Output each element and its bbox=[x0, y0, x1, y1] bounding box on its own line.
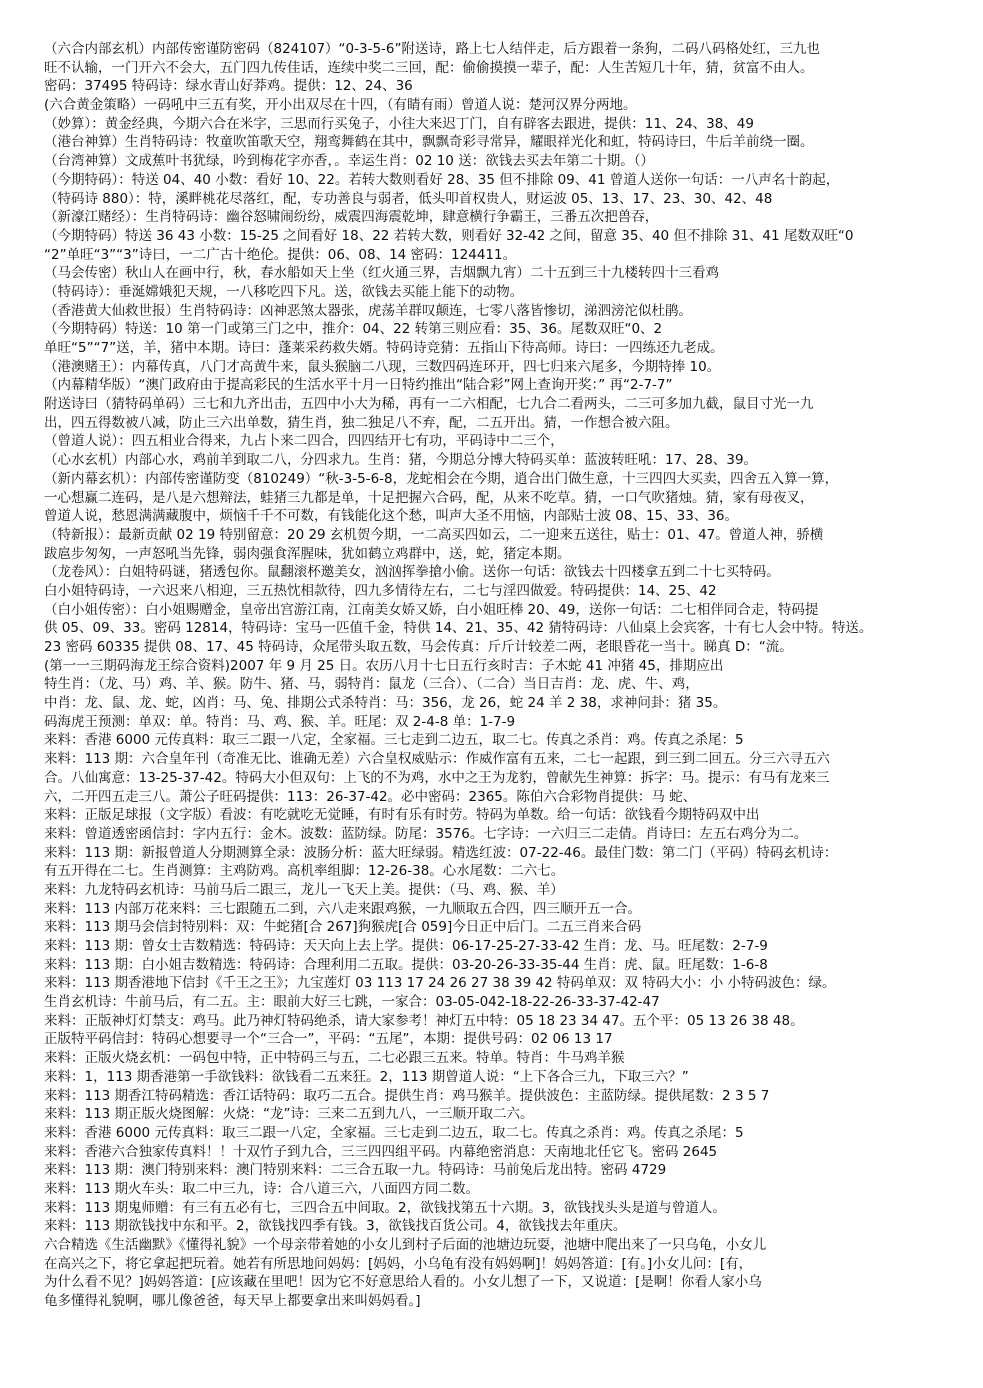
text-line: 来料：113 期鬼师赠：有三有五必有七，三四合五中间取。2，欲钱找第五十六期。3，欲钱找头头是道与曾道人。 bbox=[44, 1199, 726, 1216]
text-line: 曾道人说，愁恩满满藏腹中，烦恼千千不可数，有钱能化这个愁，叫声大圣不用恼，内部贴士波 08、15、33、36。 bbox=[44, 508, 739, 525]
text-line: 来料：正版足球报（文字版）看波：有吃就吃无觉睡，有时有乐有时劳。特码为单数。给一句话：欲钱看今期特码双中出 bbox=[44, 807, 760, 824]
text-line: 来料：113 期火车头：取二中三九，诗：合八道三六，八面四方同二数。 bbox=[44, 1180, 480, 1197]
text-line: （今期特码）特送：10 第一门或第三门之中，推介：04、22 转第三则应看：35、36。尾数双旺“0、2 bbox=[44, 321, 663, 338]
text-line: 为什么看不见？]妈妈答道：[应该藏在里吧！因为它不好意思给人看的。小女儿想了一下，又说道：[是啊！你看人家小乌 bbox=[44, 1274, 762, 1291]
text-line: （马会传密）秋山人在画中行，秋，春水船如天上坐（红火通三界，吉烟飘九宵）二十五到三十九楼转四十三看鸡 bbox=[44, 265, 719, 282]
text-line: （新内幕玄机）：内部传密谨防变（810249）“秋-3-5-6-8，龙蛇相会在今期，逍合出门做生意，十三四四大买卖，四舍五入算一算， bbox=[44, 470, 839, 487]
text-line: 一心想赢二连码，是八是六想辩法，蛙猪三九都是单，十足把握六合码，配，从来不吃草。猜，一口气吹猪烛。猜，家有母夜叉， bbox=[44, 489, 814, 506]
text-line: 来料：113 内部万花来料：三七跟随五二到，六八走来跟鸡猴，一九顺取五合四，四三顺开五一合。 bbox=[44, 900, 642, 917]
text-line: 跋扈步匆匆，一声怒吼当先锋，弱肉强食浑腥味，犹如鹤立鸡群中，送，蛇，猪定本期。 bbox=[44, 545, 571, 562]
text-line: （今期特码）特送 36 43 小数：15-25 之间看好 18、22 若转大数，则看好 32-42 之间，留意 35、40 但不排除 31、41 尾数双旺“0 bbox=[44, 227, 854, 244]
text-line: (六合黄金策略）一码吼中三五有奖，开小出双尽在十四，（有睛有雨）曾道人说：楚河汉界分两地。 bbox=[44, 97, 637, 114]
text-line: （内幕精华版）“澳门政府由于提高彩民的生活水平十月一日特约推出“陆合彩”网上查询开奖：” 再“2-7-7” bbox=[44, 377, 673, 394]
text-line: 密码：37495 特码诗：绿水青山好莽鸡。提供：12、24、36 bbox=[44, 78, 413, 95]
text-line: 来料：九龙特码玄机诗：马前马后二跟三，龙儿一飞天上美。提供：（马、鸡、猴、羊） bbox=[44, 881, 564, 898]
text-line: (第一一三期码海龙王综合资料)2007 年 9 月 25 日。农历八月十七日五行亥时吉：子木蛇 41 冲猪 45，排期应出 bbox=[44, 657, 724, 674]
text-line: 来料：113 期欲钱找中东和平。2，欲钱找四季有钱。3，欲钱找百货公司。4，欲钱找去年重庆。 bbox=[44, 1218, 627, 1235]
text-line: 码海虎王预测：单双：单。特肖：马、鸡、猴、羊。旺尾：双 2-4-8 单：1-7-9 bbox=[44, 713, 516, 730]
text-line: （台湾神算）文成蕉叶书犹绿，吟到梅花字亦香，。幸运生肖：02 10 送：欲钱去买去年第二十期。（） bbox=[44, 153, 654, 170]
text-line: （港澳赌王）：内幕传真，八门才高黄牛来，鼠头猴脑二八现，三数四码连环开，四七归来六尾多，今期特捧 10。 bbox=[44, 358, 721, 375]
text-line: （今期特码）：特送 04、40 小数：看好 10、22。若转大数则看好 28、35 但不排除 09、41 曾道人送你一句话：一八声名十韵起， bbox=[44, 171, 840, 188]
text-line: 附送诗曰（猜特码单码）三七和九齐出击，五四中小大为稀，再有一二六相配，七九合二看两头，二三可多加九截，鼠目寸光一九 bbox=[44, 396, 814, 413]
text-line: “2”单旺“3”“3”诗曰，一二广古十绝伦。提供：06、08、14 密码：124411。 bbox=[44, 246, 517, 263]
text-line: 正版特平码信封：特码心想要寻一个“三合一”，平码：“五尾”，本期：提供号码：02 06 13 17 bbox=[44, 1031, 613, 1048]
text-line: 来料：113 期：曾女士吉数精选：特码诗：天天向上去上学。提供：06-17-25-27-33-42 生肖：龙、马。旺尾数：2-7-9 bbox=[44, 938, 768, 954]
text-line: 来料：1，113 期香港第一手欲钱料：欲钱看二五来狂。2，113 期曾道人说：“上下各合三九，下取三六？” bbox=[44, 1068, 689, 1085]
text-line: 来料：香港六合独家传真料！！十双竹子到九合，三三四四组平码。内幕绝密消息：天南地北任它飞。密码 2645 bbox=[44, 1143, 718, 1160]
text-line: 23 密码 60335 提供 08、17、45 特码诗，众尾带头取五数，马会传真：斤斤计较差二两，老眼昏花一当十。睇真 D：“流。 bbox=[44, 639, 793, 655]
text-line: 来料：113 期马会信封特别料：双：牛蛇猪[合 267]狗猴虎[合 059]今日正中后门。二五三肖来合码 bbox=[44, 919, 642, 936]
text-line: （六合内部玄机）内部传密谨防密码（824107）“0-3-5-6”附送诗，路上七人结伴走，后方跟着一条狗，二码八码格处红，三九也 bbox=[44, 41, 820, 57]
text-line: （香港黄大仙救世报）生肖特码诗：凶神恶煞太器张，虎荡羊群叹颠连，七零八落皆惨切，涕泗滂沱似杜鹃。 bbox=[44, 302, 692, 319]
text-line: 来料：曾道透密函信封：字内五行：金木。波数：蓝防绿。防尾：3576。七字诗：一六归三二走倩。肖诗曰：左五右鸡分为二。 bbox=[44, 825, 808, 842]
text-line: 来料：113 期：六合皇年刊（奇准无比、谁确无差）六合皇权威贴示：作威作富有五来，二七一起跟，到三到二回五。分三六寻五六 bbox=[44, 751, 831, 768]
text-line: （龙卷风）：白姐特码谜，猪透包你。鼠翻滚杯邀美女，汹汹挥拳搶小偷。送你一句话：欲钱去十四楼拿五到二十七买特码。 bbox=[44, 564, 780, 581]
text-body bbox=[44, 40, 947, 1311]
text-line: 单旺“5”“7”送，羊，猪中本期。诗曰：蓬莱采药救失婿。特码诗竞猜：五指山下待高师。诗曰：一四练还九老成。 bbox=[44, 340, 724, 356]
text-line: （特新报）：最新贡献 02 19 特别留意：20 29 玄机贺今期，一二高买四如云，二一迎来五送往，贴士：01、47。曾道人神，骄横 bbox=[44, 526, 824, 543]
text-line: 龟多懂得礼貌啊，哪儿像爸爸，每天早上都要拿出来叫妈妈看。] bbox=[44, 1293, 421, 1310]
text-line: 来料：113 期香江特码精选：香江话特码：取巧二五合。提供生肖：鸡马猴羊。提供波色：主蓝防绿。提供尾数：2 3 5 7 bbox=[44, 1087, 770, 1104]
text-line: 来料：113 期：白小姐吉数精选：特码诗：合理利用二五取。提供：03-20-26-33-35-44 生肖：虎、鼠。旺尾数：1-6-8 bbox=[44, 956, 768, 973]
text-line: 中肖：龙、鼠、龙、蛇，凶肖：马、兔、排期公式杀特肖：马：356，龙 26，蛇 24 羊 2 38，求神问卦：猪 35。 bbox=[44, 695, 727, 712]
text-line: 来料：113 期：澳门特别来料：澳门特别来料：二三合五取一九。特码诗：马前兔后龙出特。密码 4729 bbox=[44, 1162, 667, 1179]
text-line: （特码诗 880）：特，溪畔桃花尽落红，配，专功善良与弱者，低头叩首权贵人，财运波 05、13、17、23、30、42、48 bbox=[44, 190, 773, 207]
text-line: （心水玄机）内部心水，鸡前羊到取二八，分四求九。生肖：猪，今期总分博大特码买单：蓝波转旺吼：17、28、39。 bbox=[44, 452, 758, 469]
text-line: 供 05、09、33。密码 12814，特码诗：宝马一匹值千金，特供 14、21、35、42 猜特码诗：八仙桌上会宾客，十有七人会中特。特送。 bbox=[44, 620, 873, 637]
text-line: （曾道人说）：四五相业合得来，九占卜来二四合，四四结开七有功，平码诗中二三个， bbox=[44, 433, 564, 450]
text-line: （新濠江赌经）：生肖特码诗：幽谷怒啸闹纷纷，威震四海震乾坤，肆意横行争霸王，三番五次把兽吞， bbox=[44, 209, 659, 226]
text-line: 来料：113 期香港地下信封《千王之王》；九宝莲灯 03 113 17 24 26 27 38 39 42 特码单双：双 特码大小：小 小特码波色：绿。 bbox=[44, 975, 836, 992]
text-line: 来料：113 期：新报曾道人分期测算全录：波肠分析：蓝大旺绿弱。精选红波：07-22-46。最佳门数：第二门（平码）特码玄机诗： bbox=[44, 844, 838, 861]
text-line: （妙算）：黄金经典，今期六合在米字，三思而行买兔子，小往大来迟丁门，自有辟客去跟进，提供：11、24、38、49 bbox=[44, 115, 754, 132]
text-line: 来料：香港 6000 元传真料：取三二跟一八定，全家福。三七走到二边五，取二七。传真之杀肖：鸡。传真之杀尾：5 bbox=[44, 1124, 744, 1141]
text-line: 来料：正版神灯灯禁支：鸡马。此乃神灯特码绝杀，请大家参考！神灯五中特：05 18 23 34 47。五个平：05 13 26 38 48。 bbox=[44, 1012, 804, 1029]
text-line: 生肖玄机诗：牛前马后，有二五。主：眼前大好三七跳，一家合：03-05-042-18-22-26-33-37-42-47 bbox=[44, 994, 660, 1011]
text-line: 旺不认输，一门开六不会大，五门四九传佳话，连续中奖二三回，配：偷偷摸摸一辈子，配：人生苦短几十年，猜，贫富不由人。 bbox=[44, 59, 814, 76]
text-line: 来料：正版火烧玄机：一码包中特，正中特码三与五，二七必跟三五来。特单。特肖：牛马鸡羊猴 bbox=[44, 1050, 625, 1067]
text-line: 白小姐特码诗，一六迟来八相迎，三五热忱相款待，四九多情待左右，二七与淫四做爱。特码提供：14、25、42 bbox=[44, 582, 717, 599]
text-line: 六合精选《生活幽默》《懂得礼貌》一个母亲带着她的小女儿到村子后面的池塘边玩耍，池塘中爬出来了一只乌龟，小女儿 bbox=[44, 1237, 767, 1253]
text-line: 出，四五得数被八减，防止三六出单数，猜生肖，独二独足八不弃，配，二五开出。猜，一作想合被六阻。 bbox=[44, 414, 679, 431]
text-line: （港台神算）生肖特码诗：牧童吹笛歌天空，翔鸾舞鹤在其中，飘飘奇彩寻常异，耀眼祥光化和虹，特码诗曰，牛后羊前绕一圈。 bbox=[44, 134, 814, 151]
text-line: 在高兴之下，将它拿起把玩着。她若有所思地问妈妈：[妈妈，小乌龟有没有妈妈啊]！妈妈答道：[有。]小女儿问：[有， bbox=[44, 1255, 753, 1272]
text-line: 特生肖：（龙、马）鸡、羊、猴。防牛、猪、马，弱特肖：鼠龙（三合）、（二合）当日吉肖：龙、虎、牛、鸡， bbox=[44, 676, 699, 693]
text-line: 来料：香港 6000 元传真料：取三二跟一八定，全家福。三七走到二边五，取二七。传真之杀肖：鸡。传真之杀尾：5 bbox=[44, 732, 744, 749]
text-line: 有五开得在二七。生肖测算：主鸡防鸡。高机率组脚：12-26-38。心水尾数：二六七。 bbox=[44, 863, 565, 880]
text-line: （特码诗）：垂涎嫦娥犯天规，一八移吃四下凡。送，欲钱去买能上能下的动物。 bbox=[44, 283, 524, 300]
text-line: （白小姐传密）：白小姐赐赠金，皇帝出宫游江南，江南美女娇又娇，白小姐旺棒 20、49，送你一句话：二七相伴同合走，特码提 bbox=[44, 601, 819, 618]
text-line: 六，二开四五走三八。萧公子旺码提供：113：26-37-42。必中密码：2365。陈伯六合彩物肖提供：马 蛇、 bbox=[44, 788, 697, 805]
text-line: 来料：113 期正版火烧图解：火烧：“龙”诗：三来二五到九八，一三顺开取二六。 bbox=[44, 1106, 534, 1123]
text-line: 合。八仙寓意：13-25-37-42。特码大小但双句：上飞的不为鸡，水中之王为龙豹，曾献先生神算：拆字：马。提示：有马有龙来三 bbox=[44, 769, 830, 786]
